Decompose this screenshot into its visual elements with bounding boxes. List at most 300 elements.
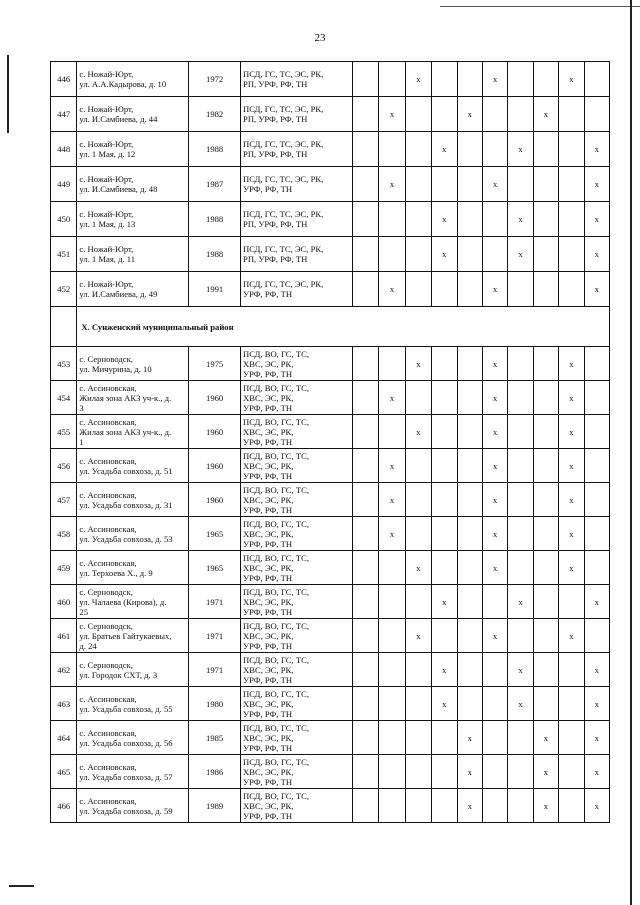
- table-body-lower: [51, 347, 610, 823]
- year-mark-cell: [432, 789, 457, 823]
- year-mark-cell: [457, 517, 482, 551]
- row-number: 446: [51, 62, 77, 97]
- address-line: ул. Братьев Гайтукаевых,: [79, 630, 172, 641]
- address-line: ул. И.Самбиева, д. 49: [79, 289, 158, 299]
- works-cell: [241, 97, 353, 132]
- year-mark-cell: [457, 237, 482, 272]
- year-mark-cell: x: [457, 97, 482, 132]
- year-mark-cell: [379, 789, 405, 823]
- year-cell: 1980: [189, 687, 241, 721]
- address-line: с. Ассиновская,: [79, 693, 137, 704]
- year-cell: 1971: [189, 653, 241, 687]
- address-line: с. Серноводск,: [79, 620, 133, 631]
- year-mark-cell: [432, 551, 457, 585]
- year-mark-cell: [352, 585, 378, 619]
- year-mark-cell: [405, 381, 431, 415]
- year-mark-cell: x: [379, 449, 405, 483]
- year-mark-cell: [457, 415, 482, 449]
- year-mark-cell: [457, 585, 482, 619]
- address-cell: [77, 272, 189, 307]
- year-mark-cell: [379, 755, 405, 789]
- works-line: ПСД, ВО, ГС, ТС,: [243, 620, 309, 631]
- year-mark-cell: x: [559, 619, 584, 653]
- year-mark-cell: [457, 202, 482, 237]
- year-mark-cell: x: [457, 755, 482, 789]
- works-cell: [241, 755, 353, 789]
- year-mark-cell: [352, 347, 378, 381]
- row-number: 453: [51, 347, 77, 381]
- table-row: [51, 721, 610, 755]
- year-mark-cell: [352, 381, 378, 415]
- row-number: 449: [51, 167, 77, 202]
- year-mark-cell: [584, 517, 609, 551]
- year-cell: 1960: [189, 415, 241, 449]
- year-mark-cell: [405, 653, 431, 687]
- year-mark-cell: [508, 755, 533, 789]
- year-mark-cell: [584, 347, 609, 381]
- year-cell: 1960: [189, 483, 241, 517]
- table-row: [51, 449, 610, 483]
- year-mark-cell: x: [379, 483, 405, 517]
- year-mark-cell: [405, 755, 431, 789]
- row-number: 455: [51, 415, 77, 449]
- year-mark-cell: [432, 415, 457, 449]
- housing-table: [50, 61, 610, 823]
- year-mark-cell: [482, 789, 507, 823]
- year-mark-cell: x: [432, 687, 457, 721]
- year-mark-cell: [533, 449, 558, 483]
- works-line: ПСД, ВО, ГС, ТС,: [243, 790, 309, 801]
- address-line: ул. Усадьба совхоза, д. 51: [79, 465, 173, 476]
- address-line: ул. Усадьба совхоза, д. 31: [79, 499, 173, 510]
- row-number: 465: [51, 755, 77, 789]
- year-mark-cell: x: [508, 237, 533, 272]
- table-row: [51, 167, 610, 202]
- address-line: с. Ножай-Юрт,: [79, 69, 134, 79]
- address-line: с. Ножай-Юрт,: [79, 174, 134, 184]
- year-cell: 1975: [189, 347, 241, 381]
- year-cell: 1991: [189, 272, 241, 307]
- year-mark-cell: [508, 789, 533, 823]
- row-number: 463: [51, 687, 77, 721]
- works-cell: [241, 132, 353, 167]
- year-mark-cell: [584, 62, 609, 97]
- year-mark-cell: [533, 415, 558, 449]
- year-mark-cell: [457, 483, 482, 517]
- year-mark-cell: [432, 167, 457, 202]
- left-margin-rule: [7, 55, 9, 133]
- address-line: с. Ассиновская,: [79, 416, 137, 427]
- row-number: 447: [51, 97, 77, 132]
- address-line: с. Ножай-Юрт,: [79, 139, 134, 149]
- address-line: 1: [79, 436, 84, 447]
- year-cell: 1972: [189, 62, 241, 97]
- year-mark-cell: [352, 237, 378, 272]
- works-line: ПСД, ГС, ТС, ЭС, РК,: [243, 209, 324, 219]
- works-line: УРФ, РФ, ТН: [243, 368, 293, 379]
- table-row: [51, 517, 610, 551]
- year-mark-cell: x: [584, 202, 609, 237]
- year-mark-cell: x: [508, 687, 533, 721]
- year-mark-cell: x: [432, 237, 457, 272]
- year-mark-cell: [508, 551, 533, 585]
- works-line: УРФ, РФ, ТН: [243, 708, 293, 719]
- year-mark-cell: [559, 687, 584, 721]
- year-mark-cell: [482, 585, 507, 619]
- address-line: 3: [79, 402, 84, 413]
- works-cell: [241, 483, 353, 517]
- address-line: д. 24: [79, 640, 97, 651]
- year-mark-cell: x: [584, 721, 609, 755]
- address-line: ул. 1 Мая, д. 13: [79, 219, 136, 229]
- year-mark-cell: [432, 381, 457, 415]
- year-mark-cell: [352, 517, 378, 551]
- address-line: с. Ассиновская,: [79, 489, 137, 500]
- right-margin-rule: [630, 0, 632, 905]
- works-line: УРФ, РФ, ТН: [243, 776, 293, 787]
- year-mark-cell: [432, 347, 457, 381]
- address-cell: [77, 132, 189, 167]
- works-line: ПСД, ГС, ТС, ЭС, РК,: [243, 279, 324, 289]
- table-row: [51, 483, 610, 517]
- year-mark-cell: x: [405, 551, 431, 585]
- year-mark-cell: x: [482, 483, 507, 517]
- year-mark-cell: [584, 619, 609, 653]
- works-line: ПСД, ВО, ГС, ТС,: [243, 450, 309, 461]
- year-mark-cell: x: [432, 653, 457, 687]
- address-cell: [77, 483, 189, 517]
- address-cell: [77, 62, 189, 97]
- works-line: ПСД, ВО, ГС, ТС,: [243, 348, 309, 359]
- year-mark-cell: [533, 517, 558, 551]
- year-mark-cell: [432, 721, 457, 755]
- year-mark-cell: [405, 789, 431, 823]
- row-number: 454: [51, 381, 77, 415]
- works-cell: [241, 167, 353, 202]
- year-mark-cell: [559, 202, 584, 237]
- works-cell: [241, 551, 353, 585]
- address-line: с. Ассиновская,: [79, 761, 137, 772]
- year-mark-cell: x: [457, 721, 482, 755]
- year-mark-cell: [457, 449, 482, 483]
- works-line: ПСД, ГС, ТС, ЭС, РК,: [243, 174, 324, 184]
- year-mark-cell: [508, 483, 533, 517]
- works-line: ПСД, ГС, ТС, ЭС, РК,: [243, 139, 324, 149]
- table-row: [51, 132, 610, 167]
- address-line: ул. Усадьба совхоза, д. 57: [79, 771, 173, 782]
- works-line: УРФ, РФ, ТН: [243, 674, 293, 685]
- year-mark-cell: [405, 449, 431, 483]
- address-line: с. Ассиновская,: [79, 382, 137, 393]
- works-line: УРФ, РФ, ТН: [243, 436, 293, 447]
- works-line: РП, УРФ, РФ, ТН: [243, 149, 308, 159]
- year-mark-cell: x: [482, 62, 507, 97]
- works-line: ХВС, ЭС, РК,: [243, 766, 294, 777]
- address-line: ул. Усадьба совхоза, д. 59: [79, 805, 173, 816]
- year-mark-cell: [508, 619, 533, 653]
- address-cell: [77, 167, 189, 202]
- works-cell: [241, 517, 353, 551]
- address-cell: [77, 687, 189, 721]
- table-row: [51, 585, 610, 619]
- year-mark-cell: [352, 619, 378, 653]
- year-mark-cell: [457, 62, 482, 97]
- year-mark-cell: [482, 97, 507, 132]
- year-mark-cell: x: [405, 619, 431, 653]
- table-row: [51, 789, 610, 823]
- address-line: ул. И.Самбиева, д. 44: [79, 114, 158, 124]
- row-number: 457: [51, 483, 77, 517]
- year-cell: 1971: [189, 619, 241, 653]
- address-cell: [77, 381, 189, 415]
- year-mark-cell: [405, 97, 431, 132]
- year-mark-cell: [379, 202, 405, 237]
- year-mark-cell: [533, 237, 558, 272]
- year-mark-cell: [405, 237, 431, 272]
- year-mark-cell: [352, 167, 378, 202]
- year-mark-cell: [379, 132, 405, 167]
- works-line: УРФ, РФ, ТН: [243, 504, 293, 515]
- year-mark-cell: [457, 619, 482, 653]
- address-line: с. Серноводск,: [79, 659, 133, 670]
- year-mark-cell: [559, 272, 584, 307]
- works-line: ХВС, ЭС, РК,: [243, 800, 294, 811]
- works-line: ХВС, ЭС, РК,: [243, 664, 294, 675]
- year-mark-cell: x: [559, 551, 584, 585]
- table-row: [51, 347, 610, 381]
- year-mark-cell: x: [457, 789, 482, 823]
- year-mark-cell: [405, 167, 431, 202]
- year-mark-cell: [457, 381, 482, 415]
- address-line: с. Ассиновская,: [79, 557, 137, 568]
- year-mark-cell: [379, 551, 405, 585]
- address-line: ул. Усадьба совхоза, д. 53: [79, 533, 173, 544]
- table-row: [51, 272, 610, 307]
- year-mark-cell: x: [584, 167, 609, 202]
- year-mark-cell: [432, 449, 457, 483]
- year-mark-cell: [432, 755, 457, 789]
- works-line: ПСД, ГС, ТС, ЭС, РК,: [243, 244, 324, 254]
- year-mark-cell: x: [405, 347, 431, 381]
- year-mark-cell: x: [584, 687, 609, 721]
- works-line: ХВС, ЭС, РК,: [243, 562, 294, 573]
- year-mark-cell: [379, 347, 405, 381]
- year-mark-cell: x: [482, 415, 507, 449]
- year-mark-cell: [482, 237, 507, 272]
- address-line: с. Ножай-Юрт,: [79, 244, 134, 254]
- year-mark-cell: [379, 237, 405, 272]
- year-cell: 1988: [189, 202, 241, 237]
- address-line: ул. А.А.Кадырова, д. 10: [79, 79, 167, 89]
- table-body-upper: [51, 62, 610, 307]
- address-line: с. Серноводск,: [79, 353, 133, 364]
- address-line: ул. 1 Мая, д. 12: [79, 149, 136, 159]
- year-mark-cell: x: [584, 789, 609, 823]
- year-mark-cell: x: [379, 167, 405, 202]
- address-line: с. Ножай-Юрт,: [79, 279, 134, 289]
- year-mark-cell: [457, 167, 482, 202]
- address-cell: [77, 755, 189, 789]
- year-mark-cell: [352, 415, 378, 449]
- year-mark-cell: x: [584, 755, 609, 789]
- works-cell: [241, 653, 353, 687]
- works-cell: [241, 272, 353, 307]
- year-cell: 1971: [189, 585, 241, 619]
- section-row-group: [51, 307, 610, 347]
- year-mark-cell: x: [559, 62, 584, 97]
- section-row: [51, 307, 610, 347]
- year-mark-cell: x: [508, 132, 533, 167]
- row-number: 456: [51, 449, 77, 483]
- works-cell: [241, 347, 353, 381]
- row-number: 448: [51, 132, 77, 167]
- year-mark-cell: [352, 202, 378, 237]
- address-line: ул. Городок СХТ, д. 3: [79, 669, 158, 680]
- year-mark-cell: [352, 132, 378, 167]
- address-cell: [77, 517, 189, 551]
- year-mark-cell: [559, 237, 584, 272]
- address-cell: [77, 415, 189, 449]
- year-mark-cell: [482, 132, 507, 167]
- address-line: ул. Усадьба совхоза, д. 56: [79, 737, 173, 748]
- works-line: ХВС, ЭС, РК,: [243, 698, 294, 709]
- year-mark-cell: [584, 449, 609, 483]
- works-line: УРФ, РФ, ТН: [243, 184, 293, 194]
- year-mark-cell: x: [559, 517, 584, 551]
- table-row: [51, 97, 610, 132]
- address-line: с. Серноводск,: [79, 586, 133, 597]
- year-mark-cell: x: [482, 272, 507, 307]
- year-mark-cell: x: [432, 202, 457, 237]
- year-cell: 1982: [189, 97, 241, 132]
- year-mark-cell: [508, 415, 533, 449]
- year-cell: 1986: [189, 755, 241, 789]
- year-mark-cell: [559, 721, 584, 755]
- year-mark-cell: [432, 483, 457, 517]
- works-line: ПСД, ВО, ГС, ТС,: [243, 518, 309, 529]
- year-mark-cell: x: [482, 167, 507, 202]
- year-mark-cell: [352, 789, 378, 823]
- works-cell: [241, 62, 353, 97]
- works-line: ПСД, ВО, ГС, ТС,: [243, 416, 309, 427]
- year-mark-cell: x: [508, 202, 533, 237]
- works-line: УРФ, РФ, ТН: [243, 572, 293, 583]
- year-mark-cell: [405, 483, 431, 517]
- year-mark-cell: [533, 167, 558, 202]
- works-line: РП, УРФ, РФ, ТН: [243, 79, 308, 89]
- year-mark-cell: [457, 551, 482, 585]
- year-mark-cell: [584, 551, 609, 585]
- year-mark-cell: [432, 62, 457, 97]
- year-mark-cell: [405, 517, 431, 551]
- bottom-margin-mark: [9, 885, 34, 887]
- year-cell: 1988: [189, 132, 241, 167]
- works-line: УРФ, РФ, ТН: [243, 289, 293, 299]
- table-row: [51, 202, 610, 237]
- year-mark-cell: [508, 449, 533, 483]
- year-mark-cell: [379, 62, 405, 97]
- address-line: Жилая зона АКЗ уч-к., д.: [79, 426, 172, 437]
- year-cell: 1985: [189, 721, 241, 755]
- year-mark-cell: [405, 687, 431, 721]
- works-line: РП, УРФ, РФ, ТН: [243, 114, 308, 124]
- year-mark-cell: [432, 97, 457, 132]
- year-mark-cell: [559, 585, 584, 619]
- year-mark-cell: [508, 381, 533, 415]
- year-cell: 1988: [189, 237, 241, 272]
- works-cell: [241, 789, 353, 823]
- year-mark-cell: [508, 517, 533, 551]
- section-header: Х. Сунженский муниципальный район: [77, 307, 610, 347]
- year-mark-cell: [379, 585, 405, 619]
- year-mark-cell: [482, 687, 507, 721]
- address-cell: [77, 347, 189, 381]
- year-mark-cell: [457, 347, 482, 381]
- year-mark-cell: [379, 619, 405, 653]
- address-line: ул. 1 Мая, д. 11: [79, 254, 136, 264]
- year-mark-cell: [352, 483, 378, 517]
- year-mark-cell: [559, 167, 584, 202]
- year-mark-cell: [379, 687, 405, 721]
- address-line: ул. Усадьба совхоза, д. 55: [79, 703, 173, 714]
- row-number: 466: [51, 789, 77, 823]
- year-mark-cell: x: [584, 653, 609, 687]
- works-line: ХВС, ЭС, РК,: [243, 596, 294, 607]
- year-mark-cell: [352, 62, 378, 97]
- year-mark-cell: [533, 347, 558, 381]
- year-cell: 1989: [189, 789, 241, 823]
- year-mark-cell: [482, 653, 507, 687]
- table-row: [51, 62, 610, 97]
- row-number: 464: [51, 721, 77, 755]
- year-cell: 1965: [189, 517, 241, 551]
- row-number: 452: [51, 272, 77, 307]
- address-line: ул. Мичурина, д. 10: [79, 363, 152, 374]
- works-line: УРФ, РФ, ТН: [243, 606, 293, 617]
- year-mark-cell: x: [559, 381, 584, 415]
- works-line: ХВС, ЭС, РК,: [243, 392, 294, 403]
- table-row: [51, 619, 610, 653]
- works-line: ПСД, ВО, ГС, ТС,: [243, 382, 309, 393]
- year-mark-cell: [405, 585, 431, 619]
- works-line: УРФ, РФ, ТН: [243, 538, 293, 549]
- works-line: УРФ, РФ, ТН: [243, 742, 293, 753]
- year-mark-cell: [559, 97, 584, 132]
- row-number: 450: [51, 202, 77, 237]
- address-cell: [77, 721, 189, 755]
- table-row: [51, 551, 610, 585]
- year-mark-cell: x: [379, 517, 405, 551]
- year-mark-cell: [533, 62, 558, 97]
- year-mark-cell: x: [379, 272, 405, 307]
- year-mark-cell: [559, 755, 584, 789]
- year-mark-cell: [405, 202, 431, 237]
- works-line: ПСД, ГС, ТС, ЭС, РК,: [243, 104, 324, 114]
- year-mark-cell: x: [559, 483, 584, 517]
- year-mark-cell: [508, 167, 533, 202]
- year-mark-cell: [533, 619, 558, 653]
- year-mark-cell: [533, 551, 558, 585]
- row-number: 458: [51, 517, 77, 551]
- year-mark-cell: x: [559, 449, 584, 483]
- address-line: 25: [79, 606, 89, 617]
- year-mark-cell: [379, 653, 405, 687]
- year-mark-cell: x: [482, 517, 507, 551]
- year-mark-cell: x: [508, 585, 533, 619]
- year-mark-cell: [559, 653, 584, 687]
- top-rule: [440, 6, 640, 7]
- section-num-cell: [51, 307, 77, 347]
